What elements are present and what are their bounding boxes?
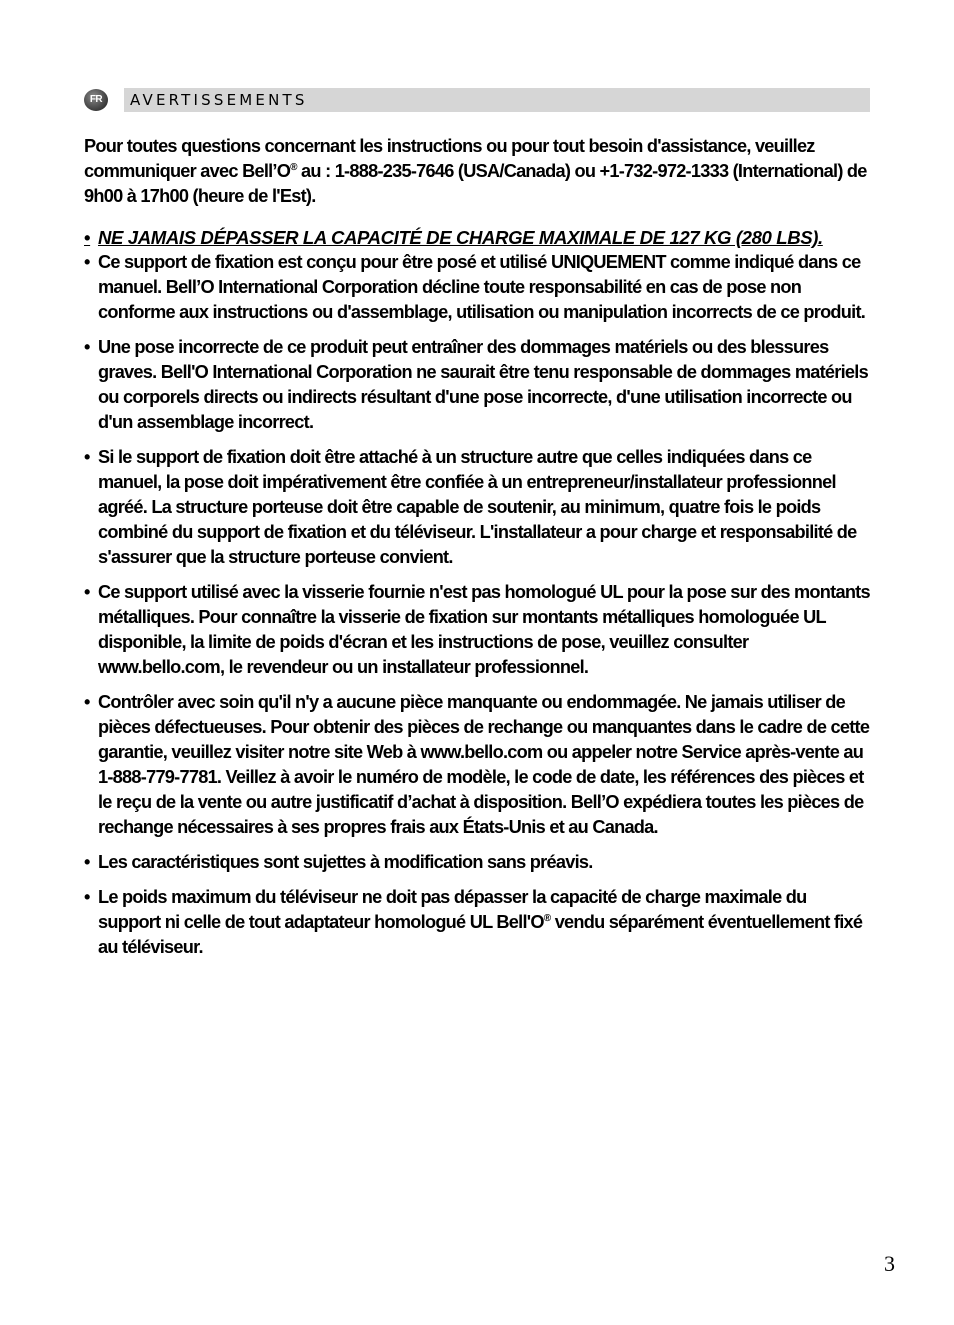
intro-paragraph <box>84 134 870 209</box>
intro-text: Pour toutes questions concernant les instructions ou pour tout besoin d'assistance, veuillez communiquer avec Bell’O <box>84 136 815 181</box>
bullet-dot: • <box>84 227 91 248</box>
registered-mark: ® <box>543 913 551 924</box>
registered-mark: ® <box>290 162 297 173</box>
list-item <box>84 445 870 570</box>
list-item-text: Les caractéristiques sont sujettes à modification sans préavis. <box>98 852 593 872</box>
list-item <box>84 250 870 325</box>
list-item <box>84 580 870 680</box>
bullet-dot: • <box>84 447 90 467</box>
list-item-text: Une pose incorrecte de ce produit peut entraîner des dommages matériels ou des blessures graves. Bell'O International Corporation ne saurait être tenu responsable de dommages matériels ou corporels directs ou indirects résultant d'une pose incorrecte, d'une utilisation incorrecte ou d'un assemblage incorrect. <box>98 337 868 432</box>
language-badge-icon: FR <box>84 89 108 111</box>
header-bar <box>124 88 870 112</box>
list-item <box>84 690 870 840</box>
last-bullet-text-end: vendu séparément éventuellement fixé au téléviseur. <box>98 912 863 957</box>
list-item <box>84 885 870 960</box>
bullet-dot: • <box>84 887 90 907</box>
last-bullet-text: Le poids maximum du téléviseur ne doit pas dépasser la capacité de charge maximale du support ni celle de tout adaptateur homologué UL Bell'O <box>98 887 807 932</box>
bullet-dot: • <box>84 337 90 357</box>
list-item-text: Contrôler avec soin qu'il n'y a aucune pièce manquante ou endommagée. Ne jamais utiliser de pièces défectueuses. Pour obtenir des pièces de rechange ou manquantes dans le cadre de cette garantie, veuillez visiter notre site Web à www.bello.com ou appeler notre Service après-vente au 1-888-779-7781. Veillez à avoir le numéro de modèle, le code de date, les références des pièces et le reçu de la vente ou autre justificatif d’achat à disposition. Bell’O expédiera toutes les pièces de rechange nécessaires à ses propres frais aux États-Unis et au Canada. <box>98 692 870 837</box>
bullet-dot: • <box>84 252 90 272</box>
warnings-list <box>84 250 870 960</box>
page-number: 3 <box>884 1251 895 1276</box>
section-header <box>84 88 870 112</box>
document-body <box>84 134 870 970</box>
list-item-text: Ce support utilisé avec la visserie fournie n'est pas homologué UL pour la pose sur des montants métalliques. Pour connaître la visserie de fixation sur montants métalliques homologuée UL disponible, la limite de poids d'écran et les instructions de pose, veuillez consulter www.bello.com, le revendeur ou un installateur professionnel. <box>98 582 870 677</box>
list-item <box>84 850 870 875</box>
bullet-dot: • <box>84 582 90 602</box>
list-item <box>84 335 870 435</box>
list-item-text: Si le support de fixation doit être attaché à un structure autre que celles indiquées dans ce manuel, la pose doit impérativement être confiée à un entrepreneur/installateur professionnel agréé. La structure porteuse doit être capable de soutenir, au minimum, quatre fois le poids combiné du support de fixation et du téléviseur. L'installateur a pour charge et responsabilité de s'assurer que la structure porteuse convient. <box>98 447 857 567</box>
intro-text-contact: au : 1-888-235-7646 (USA/Canada) ou +1-732-972-1333 (International) de 9h00 à 17h00 (heure de l'Est). <box>84 161 867 206</box>
list-item-text <box>98 885 870 960</box>
warning-text: NE JAMAIS DÉPASSER LA CAPACITÉ DE CHARGE MAXIMALE DE 127 KG (280 LBS). <box>98 227 823 248</box>
bullet-dot: • <box>84 692 90 712</box>
page-title: AVERTISSEMENTS <box>130 91 308 109</box>
load-capacity-warning <box>84 225 870 250</box>
list-item-text: Ce support de fixation est conçu pour être posé et utilisé UNIQUEMENT comme indiqué dans ce manuel. Bell’O International Corporation décline toute responsabilité en cas de pose non conforme aux instructions ou d'assemblage, utilisation ou manipulation incorrects de ce produit. <box>98 252 866 322</box>
bullet-dot: • <box>84 852 90 872</box>
